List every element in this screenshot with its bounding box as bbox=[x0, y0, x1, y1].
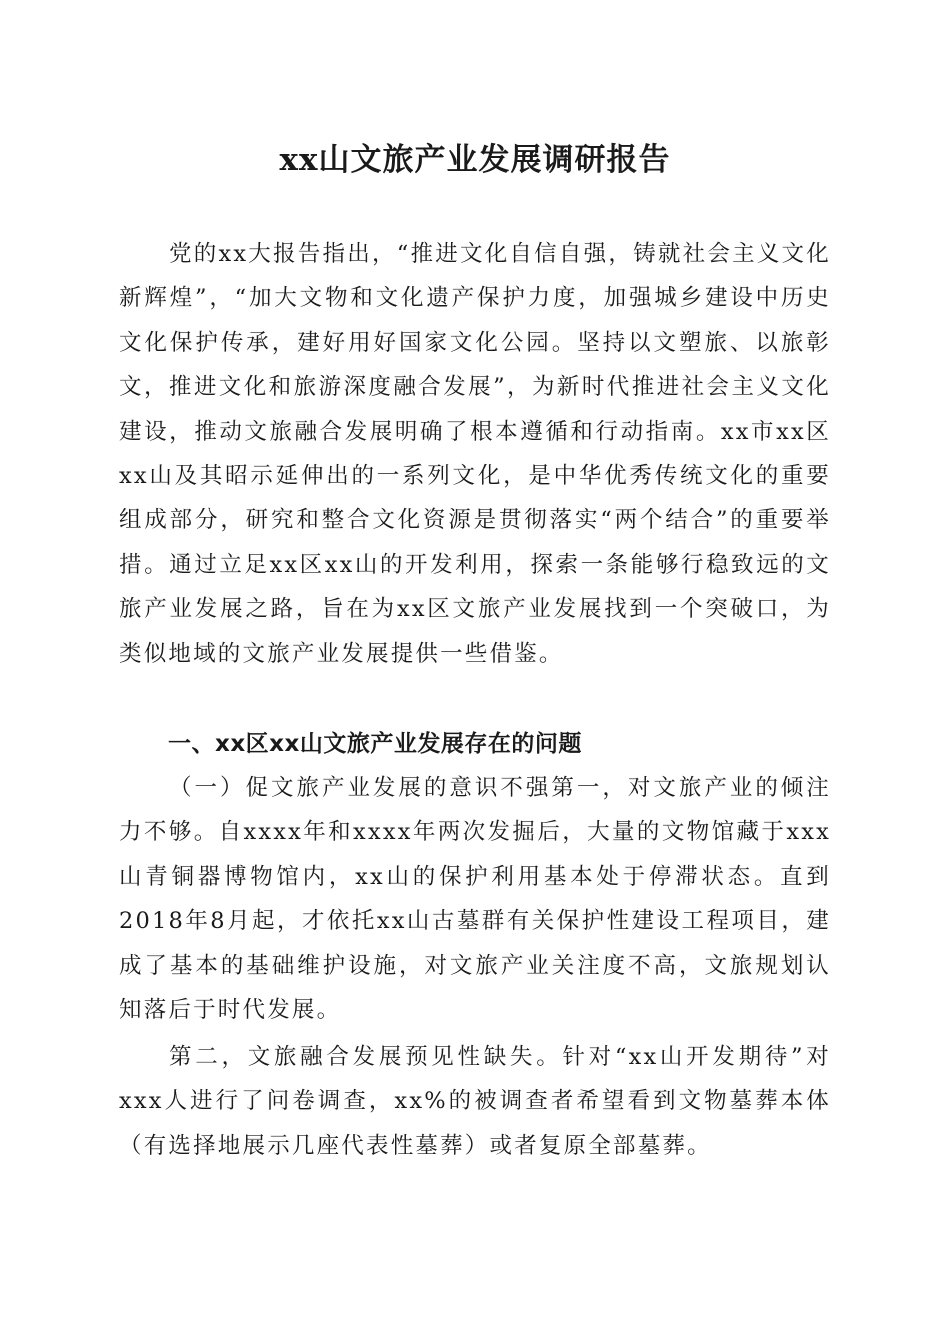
section-heading: 一、xx区xx山文旅产业发展存在的问题 bbox=[168, 731, 582, 757]
intro-paragraph: 党的xx大报告指出，“推进文化自信自强，铸就社会主义文化新辉煌”，“加大文物和文化遗产保护力度，加强城乡建设中历史文化保护传承，建好用好国家文化公园。坚持以文塑旅、以旅彰文，推进文化和旅游深度融合发展”，为新时代推进社会主义文化建设，推动文旅融合发展明确了根本遵循和行动指南。xx市xx区xx山及其昭示延伸出的一系列文化，是中华优秀传统文化的重要组成部分，研究和整合文化资源是贯彻落实“两个结合”的重要举措。通过立足xx区xx山的开发利用，探索一条能够行稳致远的文旅产业发展之路，旨在为xx区文旅产业发展找到一个突破口，为类似地域的文旅产业发展提供一些借鉴。 bbox=[119, 241, 831, 667]
section-paragraph-1: （一）促文旅产业发展的意识不强第一，对文旅产业的倾注力不够。自xxxx年和xxxx年两次发掘后，大量的文物馆藏于xxx山青铜器博物馆内，xx山的保护利用基本处于停滞状态。直到2018年8月起，才依托xx山古墓群有关保护性建设工程项目，建成了基本的基础维护设施，对文旅产业关注度不高，文旅规划认知落后于时代发展。 bbox=[119, 775, 831, 1024]
document-title: xx山文旅产业发展调研报告 bbox=[279, 142, 671, 178]
section-paragraph-2: 第二，文旅融合发展预见性缺失。针对“xx山开发期待”对xxx人进行了问卷调查，xx%的被调查者希望看到文物墓葬本体（有选择地展示几座代表性墓葬）或者复原全部墓葬。 bbox=[119, 1044, 831, 1159]
